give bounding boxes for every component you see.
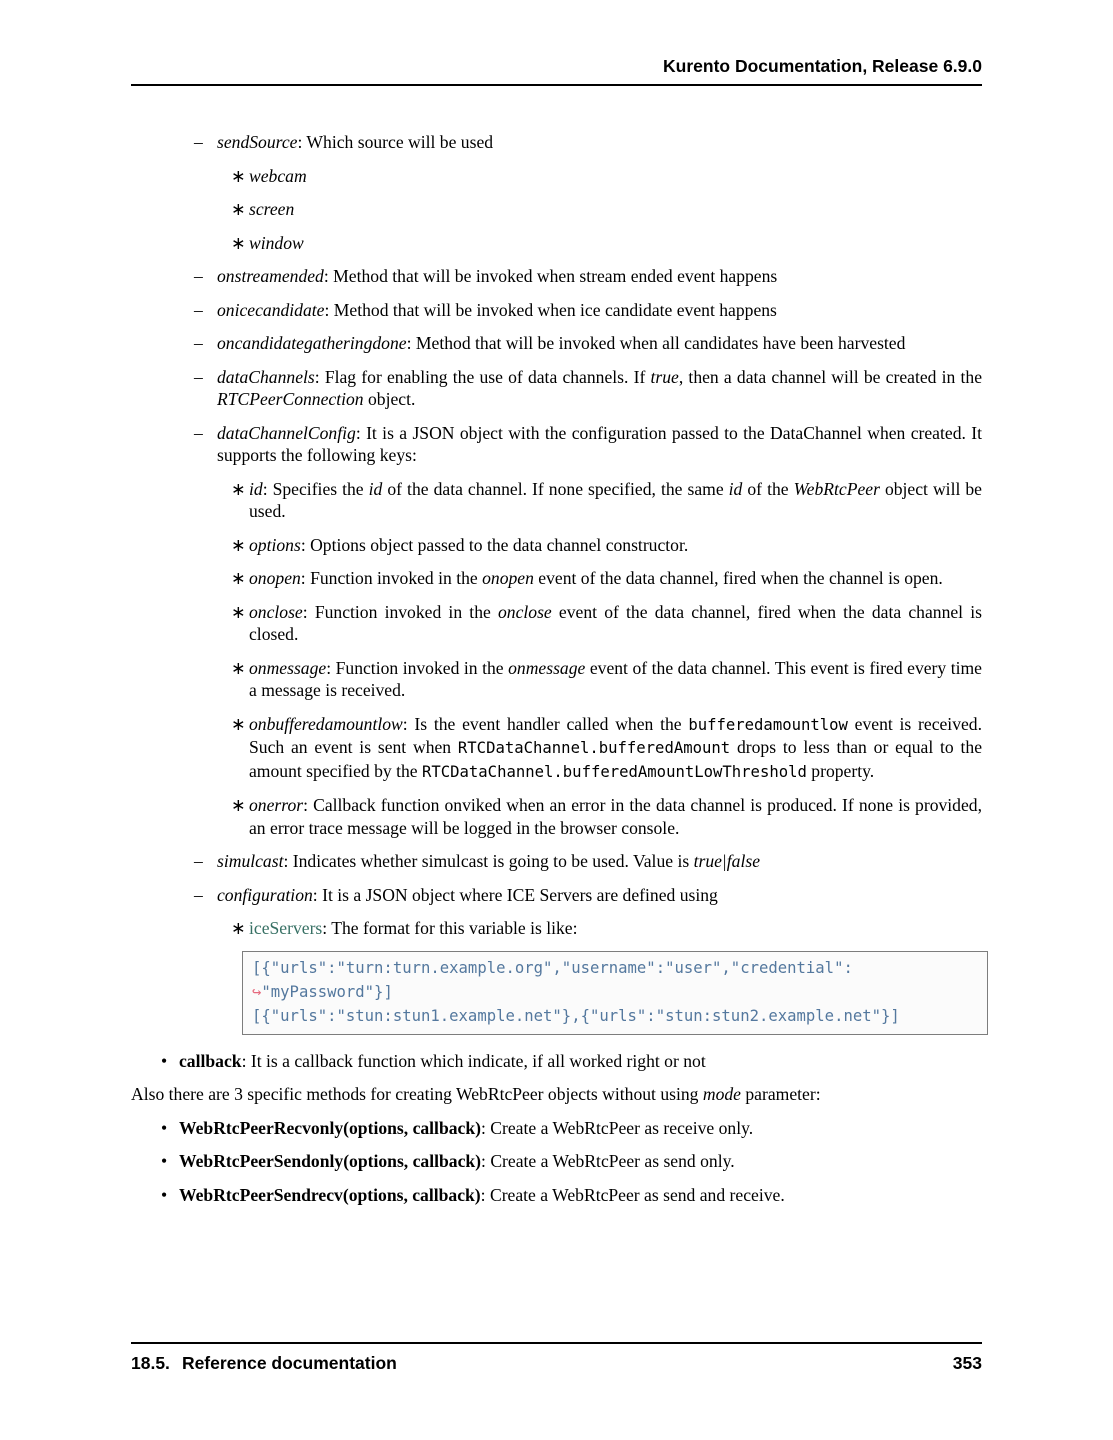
page-number: 353 (952, 1353, 982, 1373)
text-segment: onmessage (508, 657, 586, 678)
dash-marker: – (194, 422, 203, 443)
text-segment: mode (702, 1084, 741, 1104)
text-segment: RTCPeerConnection (217, 389, 364, 409)
bullet-marker: • (161, 1151, 168, 1171)
text-segment: RTCDataChannel.bufferedAmountLowThreshold (421, 762, 807, 781)
code-line (252, 980, 978, 1004)
text-segment: : Specifies the (262, 478, 369, 499)
list-item (131, 265, 982, 288)
bullet-marker: • (161, 1050, 168, 1071)
text-segment: : Method that will be invoked when stream ended event happens (323, 266, 778, 286)
text-segment: [{"urls":"stun:stun1.example.net"},{"urls":"stun:stun2.example.net"}] (252, 1006, 900, 1025)
header-title: Kurento Documentation, Release 6.9.0 (663, 56, 982, 76)
text-segment: WebRtcPeerRecvonly(options, callback) (179, 1117, 481, 1138)
list-item (131, 1050, 982, 1073)
asterisk-marker: ∗ (231, 657, 246, 678)
list-item (131, 1117, 982, 1140)
text-segment: : Indicates whether simulcast is going to be used. Value is (283, 851, 694, 871)
dash-marker: – (194, 266, 203, 286)
text-segment: : Method that will be invoked when ice candidate event happens (324, 299, 777, 320)
text-segment: id (249, 478, 263, 499)
text-segment: id (368, 478, 383, 499)
dash-marker: – (194, 366, 203, 387)
text-segment: : Callback function onviked when an error in the data channel is produced. If none is provided, an error trace message will be logged in the browser console. (249, 795, 982, 838)
dash-marker: – (194, 333, 203, 353)
text-segment: "myPassword"}] (261, 982, 393, 1001)
text-segment: callback (179, 1050, 242, 1071)
list-item (131, 657, 982, 702)
list-item (131, 1150, 982, 1173)
dash-marker: – (194, 884, 203, 905)
list-item (131, 917, 982, 940)
text-segment: webcam (249, 165, 307, 186)
list-item (131, 713, 982, 784)
list-item (131, 567, 982, 590)
footer-section (131, 1353, 397, 1374)
list-item (131, 601, 982, 646)
text-segment: : Is the event handler called when the (402, 713, 689, 734)
text-segment: : Which source will be used (297, 132, 494, 152)
text-segment: onbufferedamountlow (249, 713, 403, 734)
text-segment: parameter: (740, 1084, 821, 1104)
dash-marker: – (194, 132, 203, 152)
text-segment: : It is a JSON object where ICE Servers are defined using (312, 884, 718, 905)
text-segment: configuration (217, 884, 313, 905)
text-segment: , then a data channel will be created in the (678, 366, 982, 387)
asterisk-marker: ∗ (231, 534, 246, 555)
list-item (131, 332, 982, 355)
list-item (131, 534, 982, 557)
text-segment: simulcast (217, 851, 284, 871)
text-segment: event of the data channel, fired when the channel is open. (533, 568, 943, 588)
text-segment: dataChannelConfig (217, 422, 356, 443)
text-segment: onopen (482, 568, 534, 588)
text-segment: onicecandidate (217, 299, 325, 320)
asterisk-marker: ∗ (231, 199, 246, 219)
text-segment: screen (249, 199, 295, 219)
text-segment: event is received. Such an event is sent when (249, 713, 982, 757)
text-segment: oncandidategatheringdone (217, 333, 407, 353)
code-line (252, 1004, 978, 1028)
bullet-marker: • (161, 1184, 168, 1205)
dash-marker: – (194, 851, 203, 871)
text-segment: : Function invoked in the (302, 601, 498, 622)
text-segment: dataChannels (217, 366, 315, 387)
text-segment: true|false (693, 851, 760, 871)
text-segment: : It is a callback function which indicate, if all worked right or not (241, 1050, 706, 1071)
asterisk-marker: ∗ (231, 478, 246, 499)
text-segment: : Method that will be invoked when all candidates have been harvested (406, 333, 906, 353)
text-segment: WebRtcPeerSendonly(options, callback) (179, 1151, 482, 1171)
asterisk-marker: ∗ (231, 232, 246, 253)
line-continuation-arrow-icon: ↪ (252, 982, 262, 1001)
text-segment: drops to less than or equal to the amount specified by the (249, 737, 982, 781)
list-item (131, 198, 982, 221)
text-segment: onerror (249, 795, 304, 815)
text-segment: event of the data channel, fired when the data channel is closed. (249, 601, 982, 644)
code-line (252, 956, 978, 980)
text-segment: : Create a WebRtcPeer as receive only. (480, 1117, 754, 1138)
text-segment: property. (806, 760, 875, 781)
dash-marker: – (194, 299, 203, 320)
text-segment: sendSource (217, 132, 298, 152)
text-segment: [{"urls":"turn:turn.example.org","username":"user","credential": (252, 958, 853, 977)
asterisk-marker: ∗ (231, 713, 246, 734)
text-segment: : It is a JSON object with the configuration passed to the DataChannel when created. It supports the following keys: (217, 422, 982, 465)
text-segment: of the data channel. If none specified, the same (382, 478, 729, 499)
bullet-marker: • (161, 1117, 168, 1138)
text-segment: : Function invoked in the (300, 568, 483, 588)
text-segment: onopen (249, 568, 301, 588)
footer-section-title: Reference documentation (181, 1353, 397, 1373)
text-segment: onclose (249, 601, 303, 622)
text-segment: window (249, 232, 304, 253)
text-segment: id (728, 478, 743, 499)
list-item (131, 794, 982, 839)
asterisk-marker: ∗ (231, 795, 246, 815)
iceservers-link[interactable]: iceServers (249, 918, 323, 938)
text-segment: event of the data channel. This event is fired every time a message is received. (249, 657, 982, 700)
text-segment: Also there are 3 specific methods for creating WebRtcPeer objects without using (131, 1084, 703, 1104)
text-segment: : Function invoked in the (326, 657, 509, 678)
text-segment: : Create a WebRtcPeer as send and receive. (480, 1184, 785, 1205)
list-item (131, 165, 982, 188)
list-item (131, 850, 982, 873)
footer-section-number: 18.5. (131, 1353, 170, 1373)
asterisk-marker: ∗ (231, 165, 246, 186)
text-segment: : Create a WebRtcPeer as send only. (481, 1151, 735, 1171)
text-segment: object. (363, 389, 416, 409)
text-segment: onmessage (249, 657, 327, 678)
text-segment: bufferedamountlow (688, 715, 848, 734)
paragraph (131, 1083, 982, 1106)
asterisk-marker: ∗ (231, 601, 246, 622)
text-segment: onstreamended (217, 266, 324, 286)
list-item (131, 366, 982, 411)
text-segment: : Options object passed to the data channel constructor. (300, 534, 689, 555)
text-segment: object will be used. (249, 478, 982, 521)
text-segment: options (249, 534, 301, 555)
page-footer (131, 1342, 982, 1374)
text-segment: : The format for this variable is like: (322, 918, 578, 938)
page-header (131, 56, 982, 86)
list-item (131, 884, 982, 907)
code-block (242, 951, 988, 1035)
list-item (131, 232, 982, 255)
list-item (131, 478, 982, 523)
asterisk-marker: ∗ (231, 918, 246, 938)
document-body (131, 131, 982, 1217)
list-item (131, 131, 982, 154)
list-item (131, 1184, 982, 1207)
text-segment: WebRtcPeerSendrecv(options, callback) (179, 1184, 481, 1205)
asterisk-marker: ∗ (231, 568, 246, 588)
text-segment: WebRtcPeer (793, 478, 880, 499)
list-item (131, 299, 982, 322)
text-segment: RTCDataChannel.bufferedAmount (457, 739, 731, 757)
text-segment: true (650, 366, 679, 387)
text-segment: of the (742, 478, 794, 499)
text-segment: : Flag for enabling the use of data channels. If (314, 366, 651, 387)
list-item (131, 422, 982, 467)
text-segment: onclose (497, 601, 552, 622)
